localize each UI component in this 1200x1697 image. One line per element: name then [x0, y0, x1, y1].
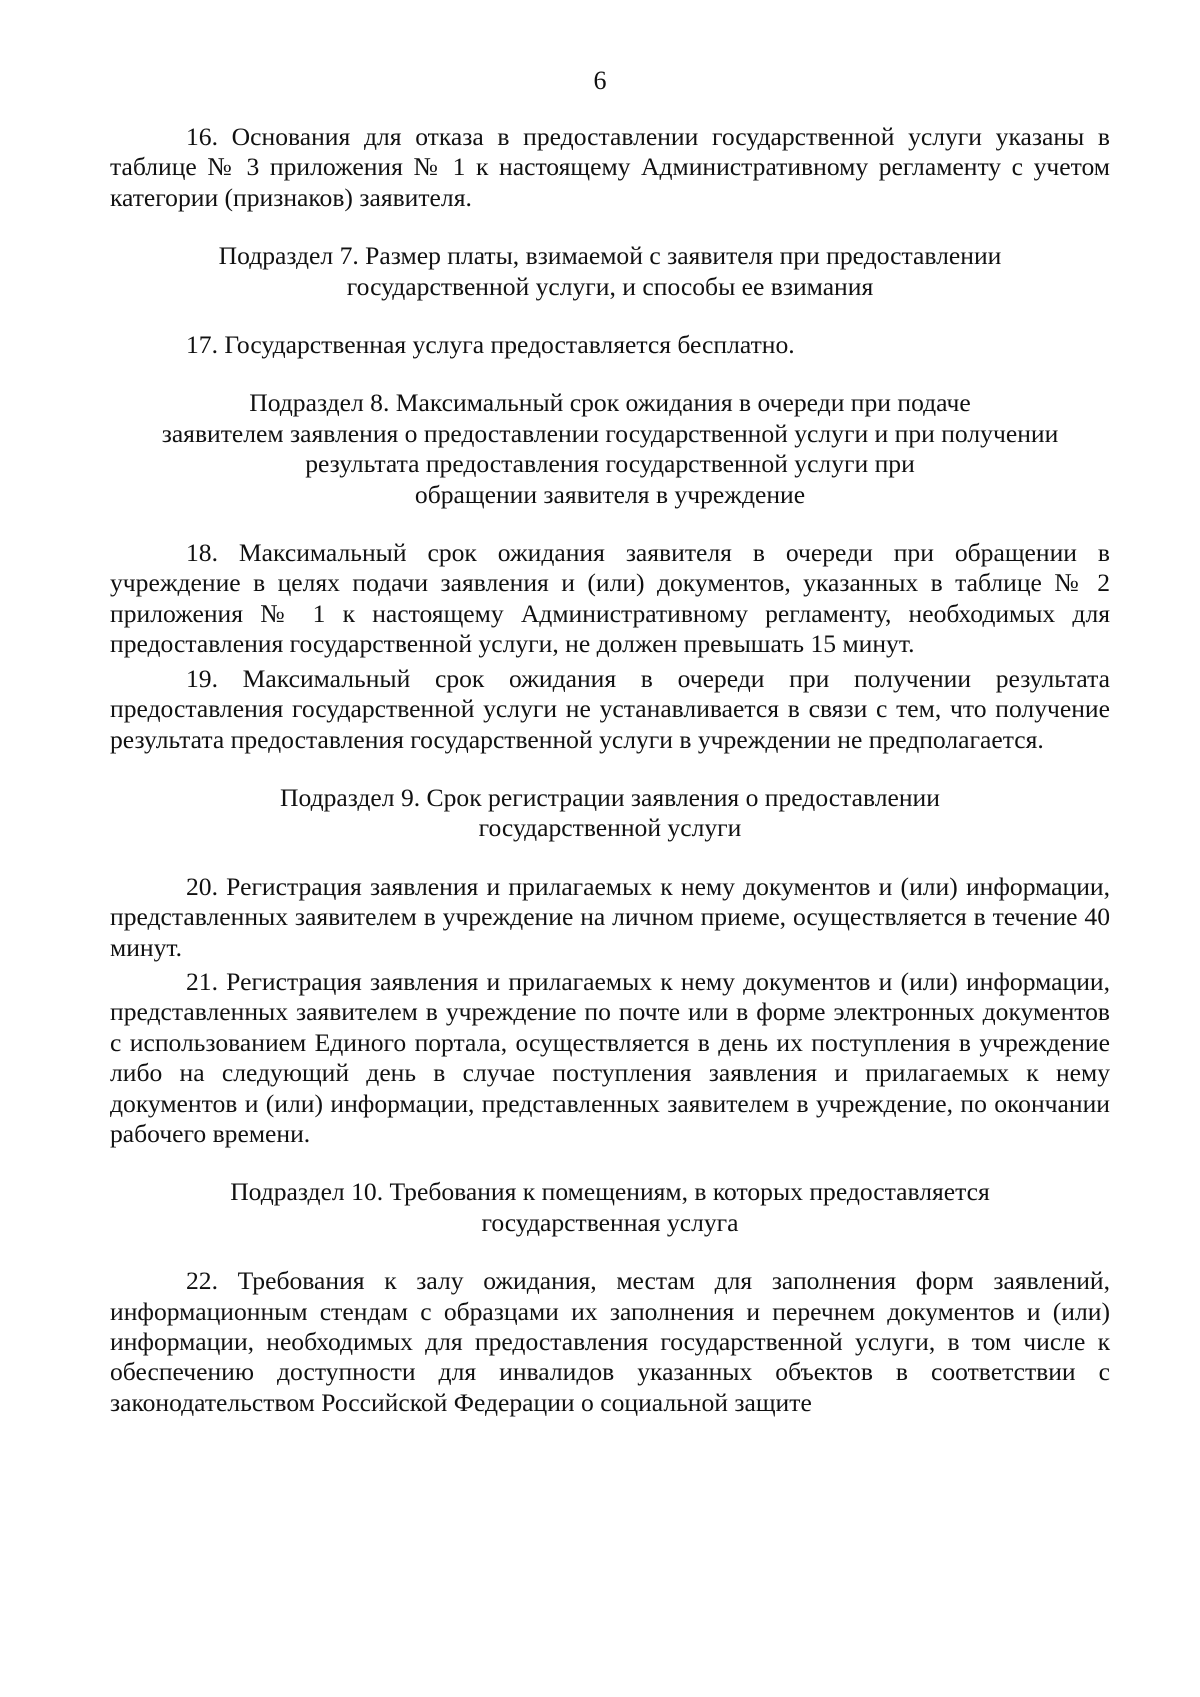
- subsection-9-heading: [110, 783, 1110, 844]
- subsection-10-heading: [110, 1177, 1110, 1238]
- heading-line: Подраздел 7. Размер платы, взимаемой с заявителя при предоставлении: [218, 241, 1002, 271]
- page-number: 6: [593, 66, 607, 95]
- paragraph-17: 17. Государственная услуга предоставляется бесплатно.: [186, 330, 795, 360]
- subsection-7-heading: [110, 241, 1110, 302]
- paragraph-16: 16. Основания для отказа в предоставлении государственной услуги указаны в таблице № 3 приложения № 1 к настоящему Административному регламенту с учетом категории (признаков) заявителя.: [110, 122, 1110, 212]
- paragraph-21: 21. Регистрация заявления и прилагаемых к нему документов и (или) информации, представленных заявителем в учреждение по почте или в форме электронных документов с использованием Единого портала, осуществляется в день их поступления в учреждение либо на следующий день в случае поступления заявления и прилагаемых к нему документов и (или) информации, представленных заявителем в учреждение, по окончании рабочего времени.: [110, 966, 1110, 1148]
- heading-line: результата предоставления государственной услуги при: [305, 449, 915, 479]
- heading-line: Подраздел 9. Срок регистрации заявления о предоставлении: [280, 782, 940, 812]
- paragraph-20: 20. Регистрация заявления и прилагаемых к нему документов и (или) информации, представленных заявителем в учреждение на личном приеме, осуществляется в течение 40 минут.: [110, 871, 1110, 962]
- heading-line: заявителем заявления о предоставлении государственной услуги и при получении: [161, 418, 1059, 448]
- paragraph-18: 18. Максимальный срок ожидания заявителя в очереди при обращении в учреждение в целях подачи заявления и (или) документов, указанных в таблице № 2 приложения № 1 к настоящему Административному регламенту, необходимых для предоставления государственной услуги, не должен превышать 15 минут.: [110, 538, 1110, 659]
- heading-line: государственная услуга: [481, 1207, 739, 1237]
- heading-line: Подраздел 10. Требования к помещениям, в которых предоставляется: [230, 1177, 990, 1207]
- heading-line: государственной услуги, и способы ее взимания: [346, 271, 874, 301]
- subsection-8-heading: [110, 388, 1110, 510]
- paragraph-19: 19. Максимальный срок ожидания в очереди при получении результата предоставления государственной услуги не устанавливается в связи с тем, что получение результата предоставления государственной услуги в учреждении не предполагается.: [110, 663, 1110, 754]
- heading-line: обращении заявителя в учреждение: [414, 479, 806, 509]
- heading-line: Подраздел 8. Максимальный срок ожидания в очереди при подаче: [249, 388, 971, 418]
- document-body: [110, 122, 1110, 1418]
- paragraph-22: 22. Требования к залу ожидания, местам для заполнения форм заявлений, информационным стендам с образцами их заполнения и перечнем документов и (или) информации, необходимых для предоставления государственной услуги, в том числе к обеспечению доступности для инвалидов указанных объектов в соответствии с законодательством Российской Федерации о социальной защите: [110, 1266, 1110, 1417]
- heading-line: государственной услуги: [478, 813, 742, 843]
